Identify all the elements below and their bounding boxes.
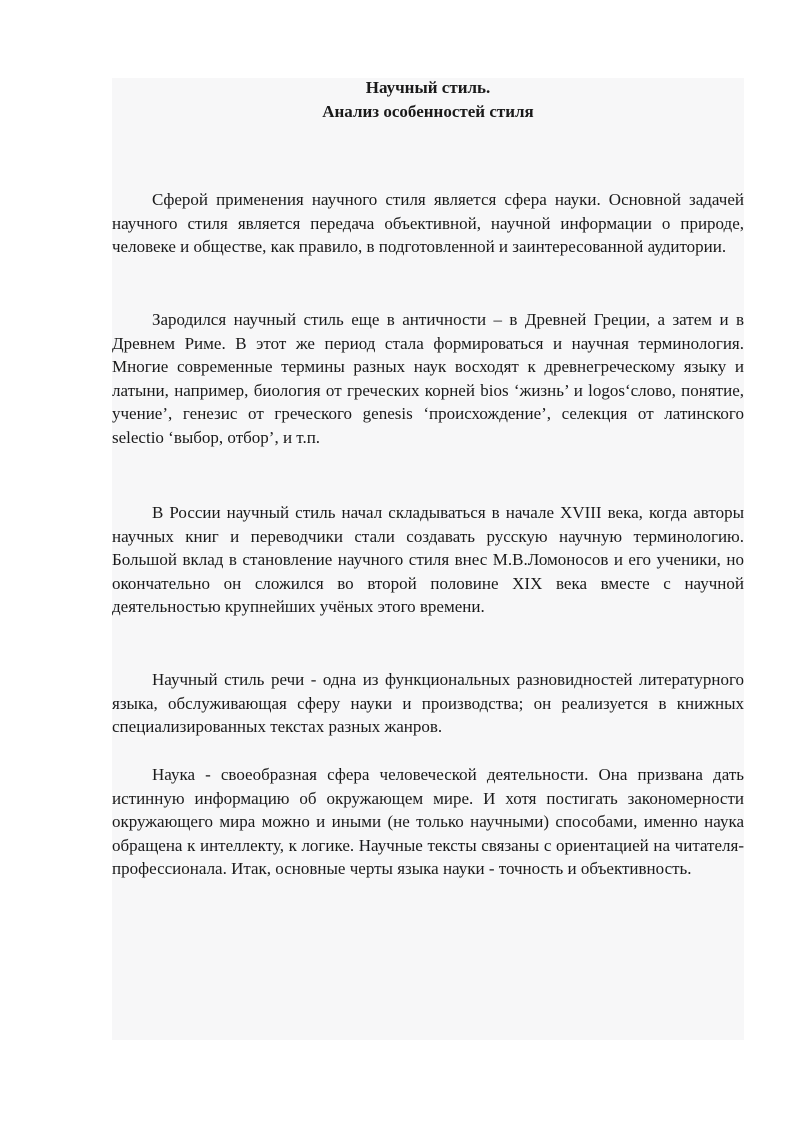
- document-title: Научный стиль.: [365, 78, 491, 97]
- paragraph-5: Наука - своеобразная сфера человеческой деятельности. Она призвана дать истинную информацию об окружающем мире. И хотя постигать закономерности окружающего мира можно и иными (не только научными) способами, именно наука обращена к интеллекту, к логике. Научные тексты связаны с ориентацией на читателя-профессионала. Итак, основные черты языка науки - точность и объективность.: [112, 765, 744, 879]
- paragraph-2: Зародился научный стиль еще в античности – в Древней Греции, а затем и в Древнем Риме. В этот же период стала формироваться и научная терминология. Многие современные термины разных наук восходят к древнегреческому языку и латыни, например, биология от греческих корней bios ‘жизнь’ и logos‘слово, понятие, учение’, генезис от греческого genesis ‘происхождение’, селекция от латинского selectio ‘выбор, отбор’, и т.п.: [112, 310, 744, 447]
- document-subtitle: Анализ особенностей стиля: [322, 102, 534, 121]
- paragraph-4: Научный стиль речи - одна из функциональных разновидностей литературного языка, обслуживающая сферу науки и производства; он реализуется в книжных специализированных текстах разных жанров.: [112, 670, 744, 737]
- paragraph-1: Сферой применения научного стиля является сфера науки. Основной задачей научного стиля является передача объективной, научной информации о природе, человеке и обществе, как правило, в подготовленной и заинтересованной аудитории.: [112, 190, 744, 257]
- paragraph-3: В России научный стиль начал складываться в начале XVIII века, когда авторы научных книг и переводчики стали создавать русскую научную терминологию. Большой вклад в становление научного стиля внес М.В.Ломоносов и его ученики, но окончательно он сложился во второй половине XIX века вместе с научной деятельностью крупнейших учёных этого времени.: [112, 503, 744, 617]
